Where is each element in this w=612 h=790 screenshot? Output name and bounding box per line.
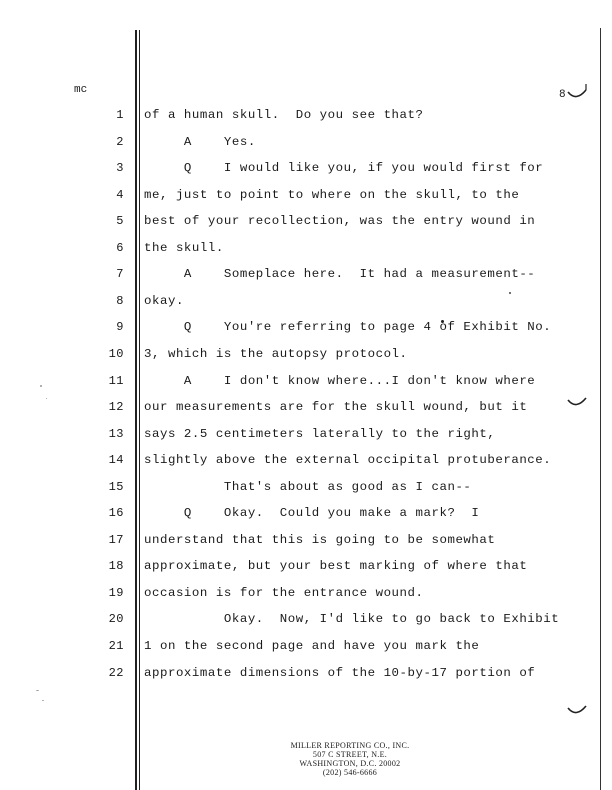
transcript-line-text: occasion is for the entrance wound. <box>144 586 424 600</box>
reporter-phone: (202) 546-6666 <box>322 768 378 777</box>
transcript-line-text: approximate dimensions of the 10-by-17 portion of <box>144 666 536 680</box>
reporter-city: WASHINGTON, D.C. 20002 <box>299 759 401 768</box>
line-number: 19 <box>108 586 124 600</box>
line-number: 15 <box>108 480 124 494</box>
transcript-line-text: best of your recollection, was the entry wound in <box>144 214 536 228</box>
binder-hole-mark-top <box>566 82 588 104</box>
line-number: 8 <box>116 294 124 308</box>
transcript-line-text: Q I would like you, if you would first for <box>144 161 544 175</box>
line-number: 10 <box>108 347 124 361</box>
transcript-line-text: slightly above the external occipital protuberance. <box>144 453 552 467</box>
margin-rule-left <box>135 30 137 790</box>
line-number: 13 <box>108 427 124 441</box>
line-number: 17 <box>108 533 124 547</box>
transcript-line-text: Q You're referring to page 4 of Exhibit No. <box>144 320 552 334</box>
reporter-street: 507 C STREET, N.E. <box>312 750 388 759</box>
scan-speck <box>46 398 47 399</box>
margin-rule-right <box>600 28 601 790</box>
scan-speck <box>40 385 42 387</box>
line-number: 6 <box>116 241 124 255</box>
transcript-line-text: 1 on the second page and have you mark the <box>144 639 480 653</box>
transcript-line-text: me, just to point to where on the skull, to the <box>144 188 520 202</box>
scan-speck <box>36 690 39 691</box>
line-number: 2 <box>116 135 124 149</box>
scan-speck <box>42 700 44 701</box>
transcript-line-text: our measurements are for the skull wound, but it <box>144 400 528 414</box>
transcript-line-text: of a human skull. Do you see that? <box>144 108 424 122</box>
line-number: 5 <box>116 214 124 228</box>
line-number: 21 <box>108 639 124 653</box>
line-number: 12 <box>108 400 124 414</box>
line-number: 14 <box>108 453 124 467</box>
line-number: 9 <box>116 320 124 334</box>
transcript-line-text: understand that this is going to be somewhat <box>144 533 496 547</box>
transcript-line-text: A Yes. <box>144 135 256 149</box>
transcript-line-text: That's about as good as I can-- <box>144 480 472 494</box>
transcript-line-text: A I don't know where...I don't know where <box>144 374 536 388</box>
transcript-line-text: A Someplace here. It had a measurement-- <box>144 267 536 281</box>
line-number: 1 <box>116 108 124 122</box>
reporter-initials: mc <box>74 84 88 96</box>
line-number: 20 <box>108 612 124 626</box>
page-number: 8 <box>559 89 566 101</box>
transcript-line-text: the skull. <box>144 241 224 255</box>
transcript-line-text: says 2.5 centimeters laterally to the right, <box>144 427 496 441</box>
transcript-line-text: approximate, but your best marking of where that <box>144 559 528 573</box>
binder-hole-mark-bottom <box>566 700 588 722</box>
margin-rule-left-inner <box>139 30 140 790</box>
line-number: 3 <box>116 161 124 175</box>
transcript-line-text: 3, which is the autopsy protocol. <box>144 347 408 361</box>
transcript-line-text: Okay. Now, I'd like to go back to Exhibit <box>144 612 560 626</box>
line-number: 11 <box>108 374 124 388</box>
line-number: 7 <box>116 267 124 281</box>
line-number: 18 <box>108 559 124 573</box>
transcript-line-text: okay. <box>144 294 184 308</box>
line-number: 4 <box>116 188 124 202</box>
reporter-name: MILLER REPORTING CO., INC. <box>290 741 410 750</box>
line-number: 16 <box>108 506 124 520</box>
line-number: 22 <box>108 666 124 680</box>
transcript-line-text: Q Okay. Could you make a mark? I <box>144 506 480 520</box>
